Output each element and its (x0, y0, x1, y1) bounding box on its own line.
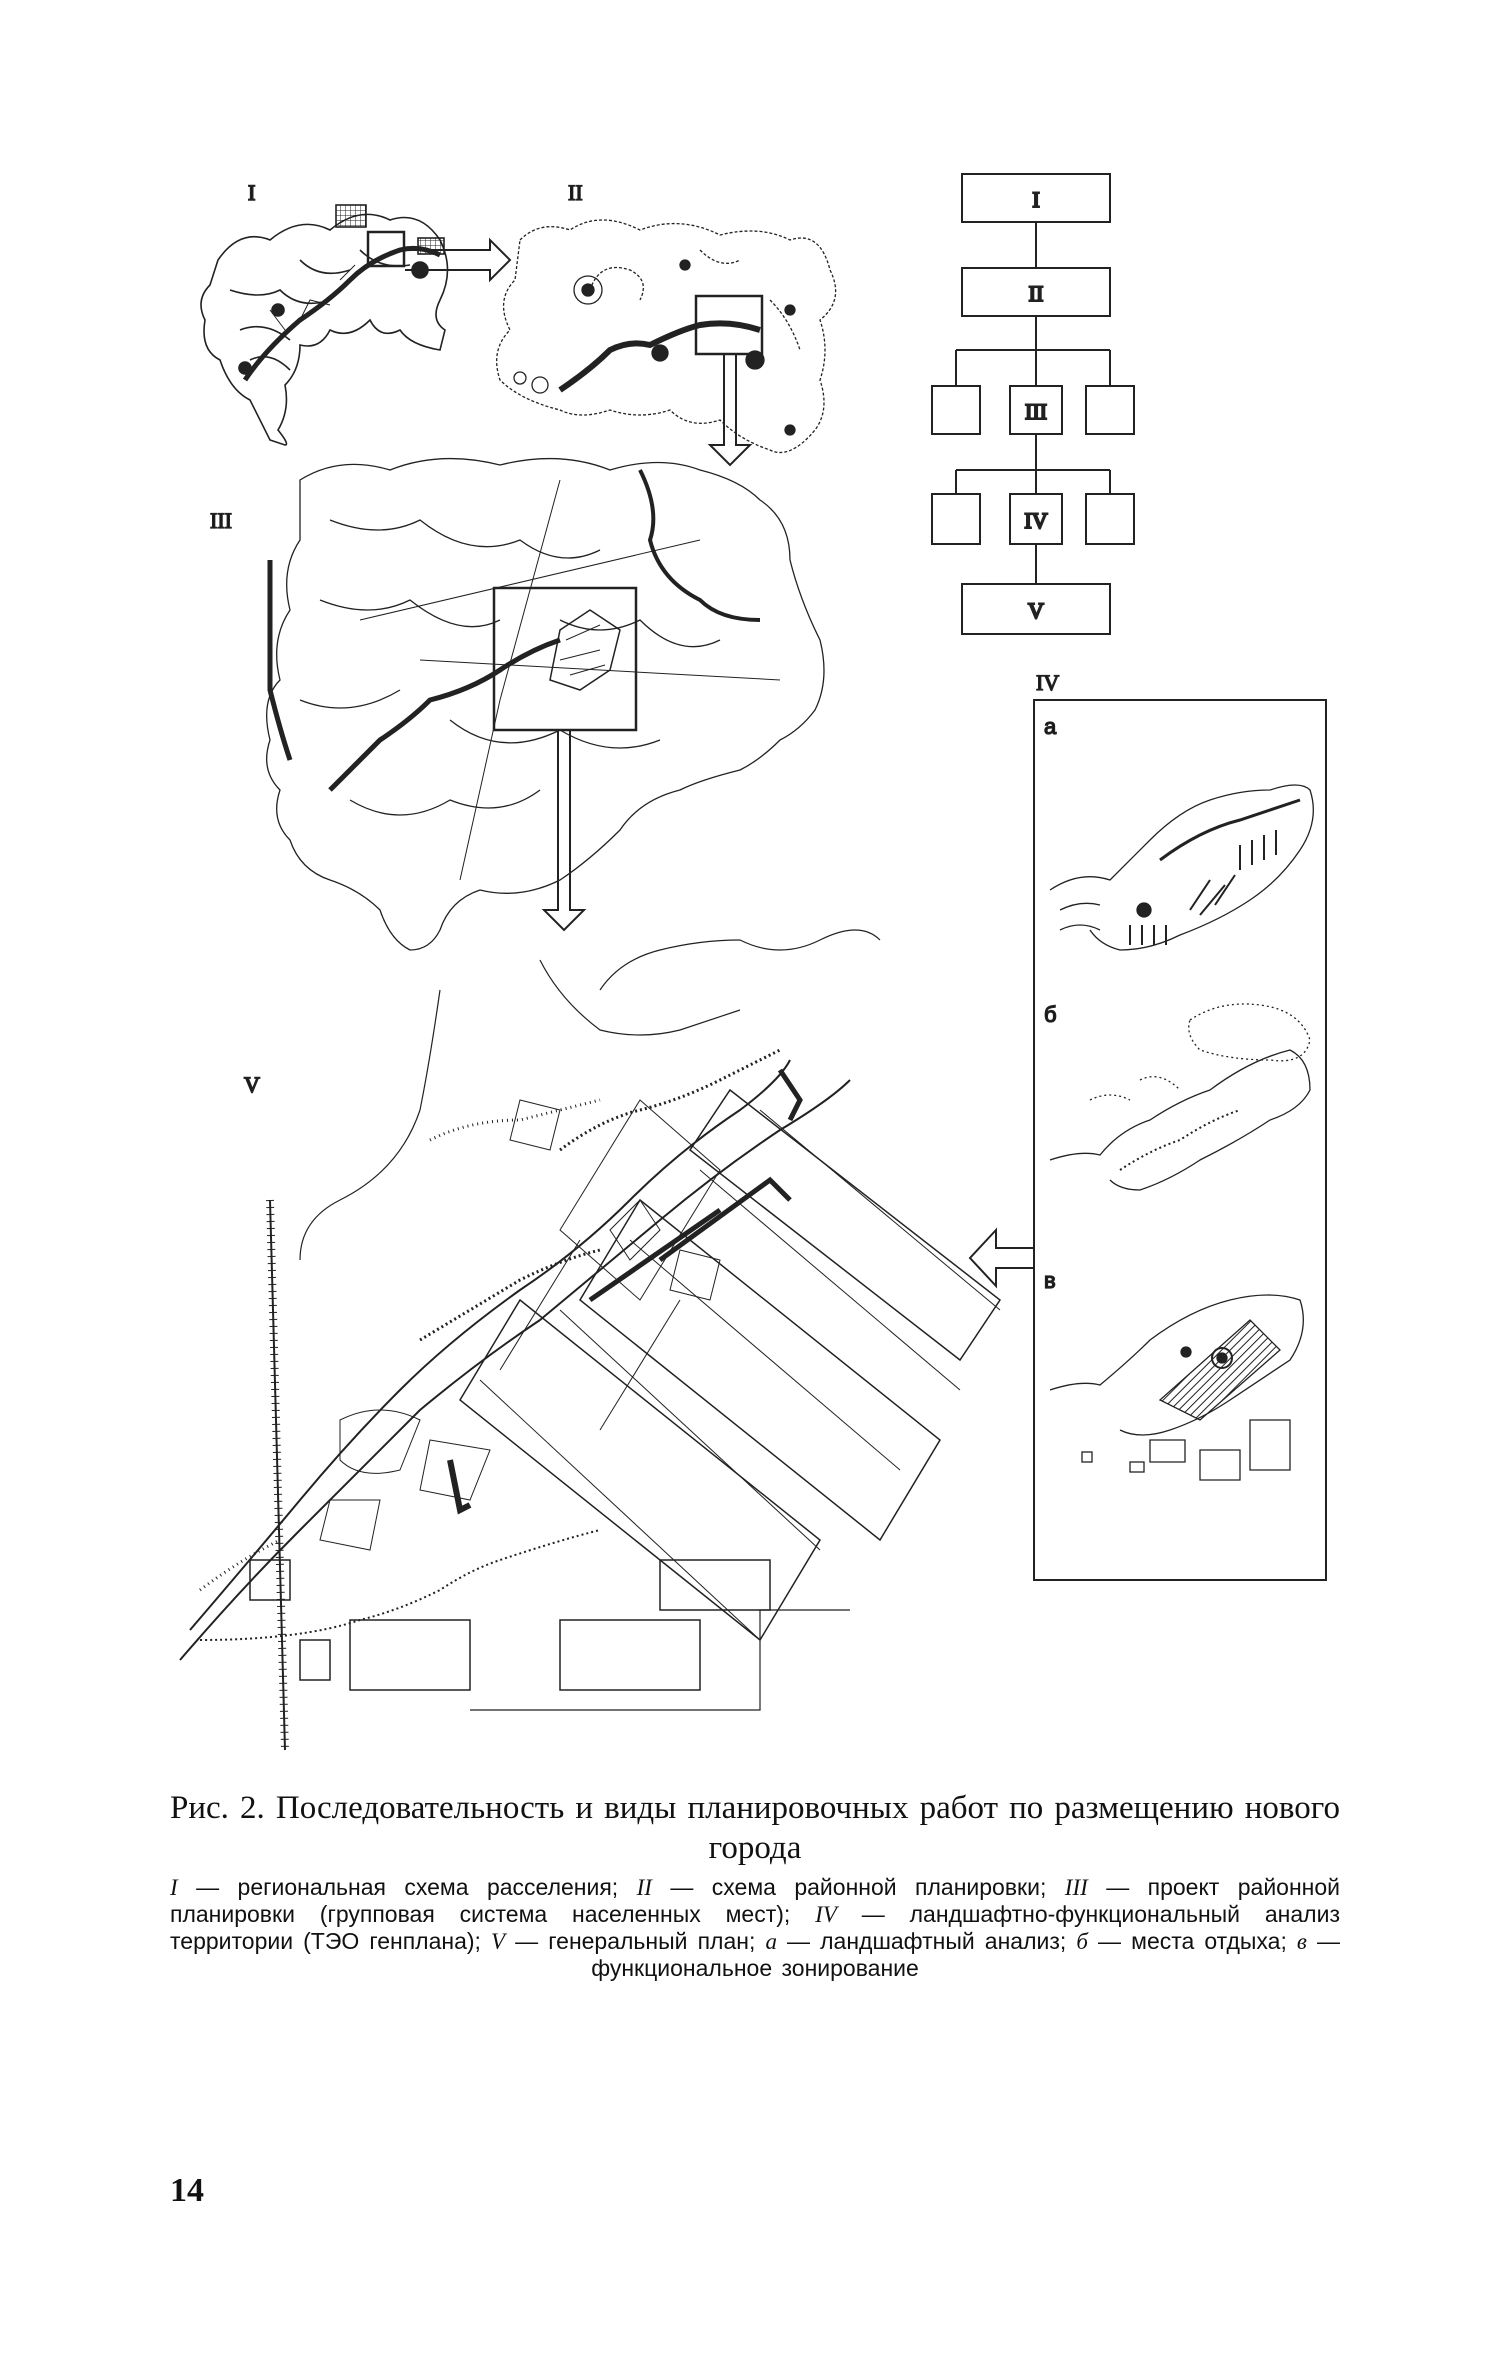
figure-caption (170, 1788, 1340, 1981)
map-II-district-scheme (497, 180, 836, 465)
flow-box-label: I (1032, 187, 1040, 212)
caption-title: Рис. 2. Последовательность и виды планировочных работ по размещению нового города (170, 1790, 1340, 1866)
sublabel-b: б (1044, 1002, 1057, 1027)
legend-key: I (170, 1875, 178, 1900)
legend-text: — схема районной планировки; (651, 1874, 1065, 1900)
legend-text: — функциональное зонирование (591, 1928, 1340, 1981)
map-I-regional-scheme (201, 180, 510, 445)
flow-chart (932, 174, 1134, 634)
legend-key: а (765, 1929, 777, 1954)
legend-key: II (636, 1875, 652, 1900)
flow-box-label: IV (1024, 508, 1048, 533)
legend-text: — генеральный план; (505, 1928, 766, 1954)
page-number: 14 (170, 2172, 204, 2209)
label-I: I (248, 180, 256, 205)
caption-legend (170, 1874, 1340, 1981)
legend-key: в (1296, 1929, 1307, 1954)
legend-text: — ландшафтно-функциональный анализ территории (ТЭО генплана); (170, 1901, 1340, 1954)
label-III: III (210, 508, 232, 533)
label-II: II (568, 180, 583, 205)
label-IV: IV (1036, 670, 1060, 695)
legend-key: V (491, 1929, 506, 1954)
flow-box-label: III (1025, 399, 1047, 424)
flow-box-label: V (1028, 598, 1044, 623)
legend-text: — проект районной планировки (групповая система населенных мест); (170, 1874, 1341, 1927)
arrow-IV-to-V (970, 1230, 1034, 1286)
legend-key: б (1076, 1929, 1088, 1954)
label-V: V (244, 1072, 260, 1097)
sublabel-v: в (1044, 1268, 1056, 1293)
legend-text: — региональная схема расселения; (177, 1874, 637, 1900)
sublabel-a: а (1044, 714, 1057, 739)
legend-key: IV (815, 1902, 837, 1927)
legend-text: — места отдыха; (1087, 1928, 1297, 1954)
flow-box-label: II (1028, 281, 1044, 306)
map-V-master-plan (180, 930, 1000, 1750)
legend-key: III (1064, 1875, 1088, 1900)
legend-text: — ландшафтный анализ; (776, 1928, 1077, 1954)
panel-IV-landscape-analysis (1034, 670, 1326, 1580)
map-III-district-project (210, 459, 824, 950)
